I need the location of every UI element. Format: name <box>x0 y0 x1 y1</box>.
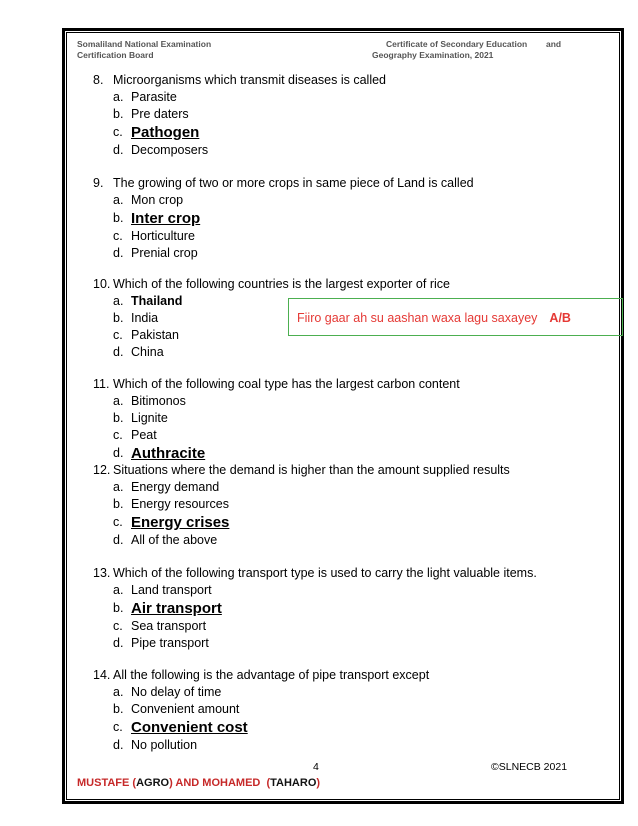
option-letter: b. <box>113 411 124 425</box>
option-letter: a. <box>113 90 124 104</box>
option-letter: d. <box>113 533 124 547</box>
option-text: Pre daters <box>131 107 189 121</box>
option-letter: b. <box>113 107 124 121</box>
option-letter: b. <box>113 702 124 716</box>
option-letter: b. <box>113 601 124 615</box>
author-1-tag: AGRO <box>136 777 170 789</box>
option-letter: a. <box>113 193 124 207</box>
question-number: 9. <box>93 176 104 190</box>
correct-answer: Pathogen <box>131 124 200 141</box>
question-number: 14. <box>93 668 111 682</box>
question-number: 8. <box>93 73 104 87</box>
option-letter: c. <box>113 619 123 633</box>
question-text: The growing of two or more crops in same piece of Land is called <box>113 176 474 190</box>
header-right-line2: Geography Examination, 2021 <box>372 50 494 60</box>
option-text: Peat <box>131 428 157 442</box>
question-text: Situations where the demand is higher than the amount supplied results <box>113 463 510 477</box>
option-text: Convenient amount <box>131 702 240 716</box>
option-letter: c. <box>113 125 123 139</box>
option-letter: a. <box>113 583 124 597</box>
author-2-tag: TAHARO <box>270 777 317 789</box>
option-letter: b. <box>113 311 124 325</box>
author-1: MUSTAFE <box>77 777 130 789</box>
correct-answer: Inter crop <box>131 210 201 227</box>
option-text: Pakistan <box>131 328 179 342</box>
option-text: Decomposers <box>131 143 209 157</box>
option-letter: a. <box>113 394 124 408</box>
correct-answer: Convenient cost <box>131 719 248 736</box>
header-right-and: and <box>546 39 562 49</box>
option-letter: c. <box>113 328 123 342</box>
option-text: All of the above <box>131 533 218 547</box>
correct-answer: Authracite <box>131 445 206 462</box>
header-left-line1: Somaliland National Examination <box>77 39 212 49</box>
question-text: Which of the following coal type has the largest carbon content <box>113 377 460 391</box>
option-letter: c. <box>113 229 123 243</box>
option-letter: a. <box>113 685 124 699</box>
question-number: 11. <box>93 377 110 391</box>
page-number: 4 <box>313 761 319 773</box>
answer-key-note <box>288 298 623 336</box>
option-letter: d. <box>113 738 124 752</box>
correct-answer: Thailand <box>131 294 183 308</box>
option-letter: d. <box>113 345 124 359</box>
option-letter: b. <box>113 211 124 225</box>
option-letter: d. <box>113 143 124 157</box>
header-left-line2: Certification Board <box>77 50 154 60</box>
option-text: Parasite <box>131 90 177 104</box>
question-number: 12. <box>93 463 111 477</box>
option-text: Horticulture <box>131 229 195 243</box>
correct-answer: Air transport <box>131 600 222 617</box>
option-letter: b. <box>113 497 124 511</box>
note-text: Fiiro gaar ah su aashan waxa lagu saxayey <box>297 311 538 325</box>
header-right-line1: Certificate of Secondary Education <box>386 39 528 49</box>
note-tag: A/B <box>549 311 571 325</box>
option-letter: a. <box>113 294 124 308</box>
question-text: Which of the following transport type is used to carry the light valuable items. <box>113 566 537 580</box>
option-text: No pollution <box>131 738 198 752</box>
option-letter: c. <box>113 428 123 442</box>
question-text: All the following is the advantage of pipe transport except <box>113 668 430 682</box>
option-text: Lignite <box>131 411 168 425</box>
question-number: 13. <box>93 566 111 580</box>
option-letter: d. <box>113 446 124 460</box>
option-text: Pipe transport <box>131 636 209 650</box>
option-text: China <box>131 345 164 359</box>
header-left <box>77 39 211 61</box>
author-credit: MUSTAFE (AGRO) AND MOHAMED (TAHARO) <box>77 777 321 789</box>
option-text: India <box>131 311 159 325</box>
option-text: Land transport <box>131 583 212 597</box>
option-text: Energy demand <box>131 480 220 494</box>
option-letter: c. <box>113 720 123 734</box>
option-text: Sea transport <box>131 619 207 633</box>
author-and: AND MOHAMED <box>175 777 261 789</box>
option-letter: d. <box>113 246 124 260</box>
option-letter: c. <box>113 515 123 529</box>
correct-answer: Energy crises <box>131 514 230 531</box>
header-right <box>372 39 562 61</box>
option-text: No delay of time <box>131 685 222 699</box>
question-text: Microorganisms which transmit diseases is called <box>113 73 387 87</box>
copyright: ©SLNECB 2021 <box>491 761 568 773</box>
option-text: Mon crop <box>131 193 184 207</box>
option-text: Prenial crop <box>131 246 198 260</box>
option-text: Energy resources <box>131 497 229 511</box>
option-text: Bitimonos <box>131 394 186 408</box>
option-letter: a. <box>113 480 124 494</box>
question-text: Which of the following countries is the largest exporter of rice <box>113 277 450 291</box>
option-letter: d. <box>113 636 124 650</box>
question-number: 10. <box>93 277 111 291</box>
